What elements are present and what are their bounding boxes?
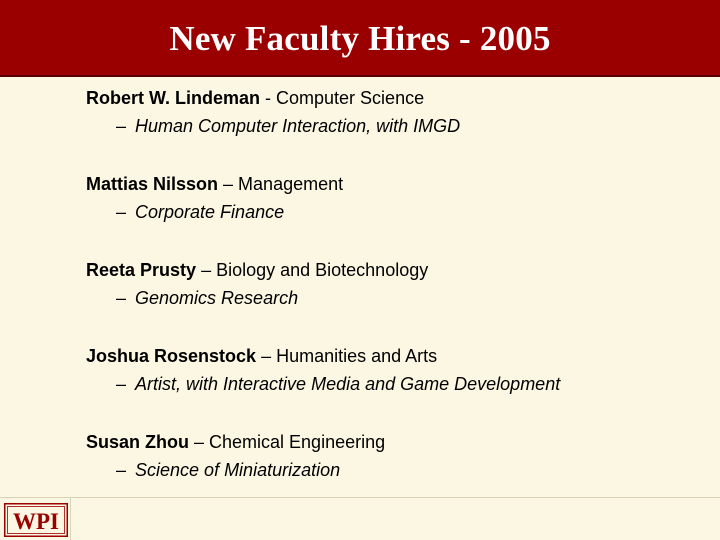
- detail-text: Corporate Finance: [135, 202, 285, 222]
- logo-text: WPI: [13, 509, 59, 534]
- detail-text: Human Computer Interaction, with IMGD: [135, 116, 461, 136]
- dash-bullet: –: [116, 460, 127, 480]
- entry-detail: [116, 116, 460, 137]
- list-item: [86, 432, 706, 518]
- list-item: [86, 88, 706, 174]
- entry-heading: [86, 260, 428, 281]
- entry-detail: [116, 202, 284, 223]
- dash-bullet: –: [116, 374, 127, 394]
- footer-divider: [0, 497, 720, 498]
- entry-heading: [86, 346, 437, 367]
- department: Computer Science: [276, 88, 425, 108]
- entry-heading: [86, 432, 385, 453]
- faculty-name: Mattias Nilsson: [86, 174, 219, 194]
- faculty-name: Joshua Rosenstock: [86, 346, 257, 366]
- dash-bullet: –: [116, 202, 127, 222]
- faculty-name: Reeta Prusty: [86, 260, 197, 280]
- entry-detail: [116, 288, 298, 309]
- faculty-name: Susan Zhou: [86, 432, 189, 452]
- list-item: [86, 174, 706, 260]
- entry-heading: [86, 88, 424, 109]
- separator: –: [218, 174, 239, 194]
- separator: -: [260, 88, 277, 108]
- entry-detail: [116, 460, 340, 481]
- footer-logo-divider: [70, 497, 71, 540]
- entry-heading: [86, 174, 343, 195]
- slide-title: New Faculty Hires - 2005: [169, 18, 551, 58]
- wpi-logo: [4, 503, 68, 537]
- department: Humanities and Arts: [276, 346, 438, 366]
- separator: –: [196, 260, 217, 280]
- list-item: [86, 260, 706, 346]
- department: Chemical Engineering: [209, 432, 386, 452]
- separator: –: [256, 346, 277, 366]
- separator: –: [189, 432, 210, 452]
- department: Management: [238, 174, 344, 194]
- detail-text: Genomics Research: [135, 288, 299, 308]
- detail-text: Artist, with Interactive Media and Game Development: [135, 374, 561, 394]
- detail-text: Science of Miniaturization: [135, 460, 341, 480]
- faculty-list: [86, 88, 706, 518]
- dash-bullet: –: [116, 288, 127, 308]
- department: Biology and Biotechnology: [216, 260, 429, 280]
- faculty-name: Robert W. Lindeman: [86, 88, 261, 108]
- list-item: [86, 346, 706, 432]
- dash-bullet: –: [116, 116, 127, 136]
- entry-detail: [116, 374, 560, 395]
